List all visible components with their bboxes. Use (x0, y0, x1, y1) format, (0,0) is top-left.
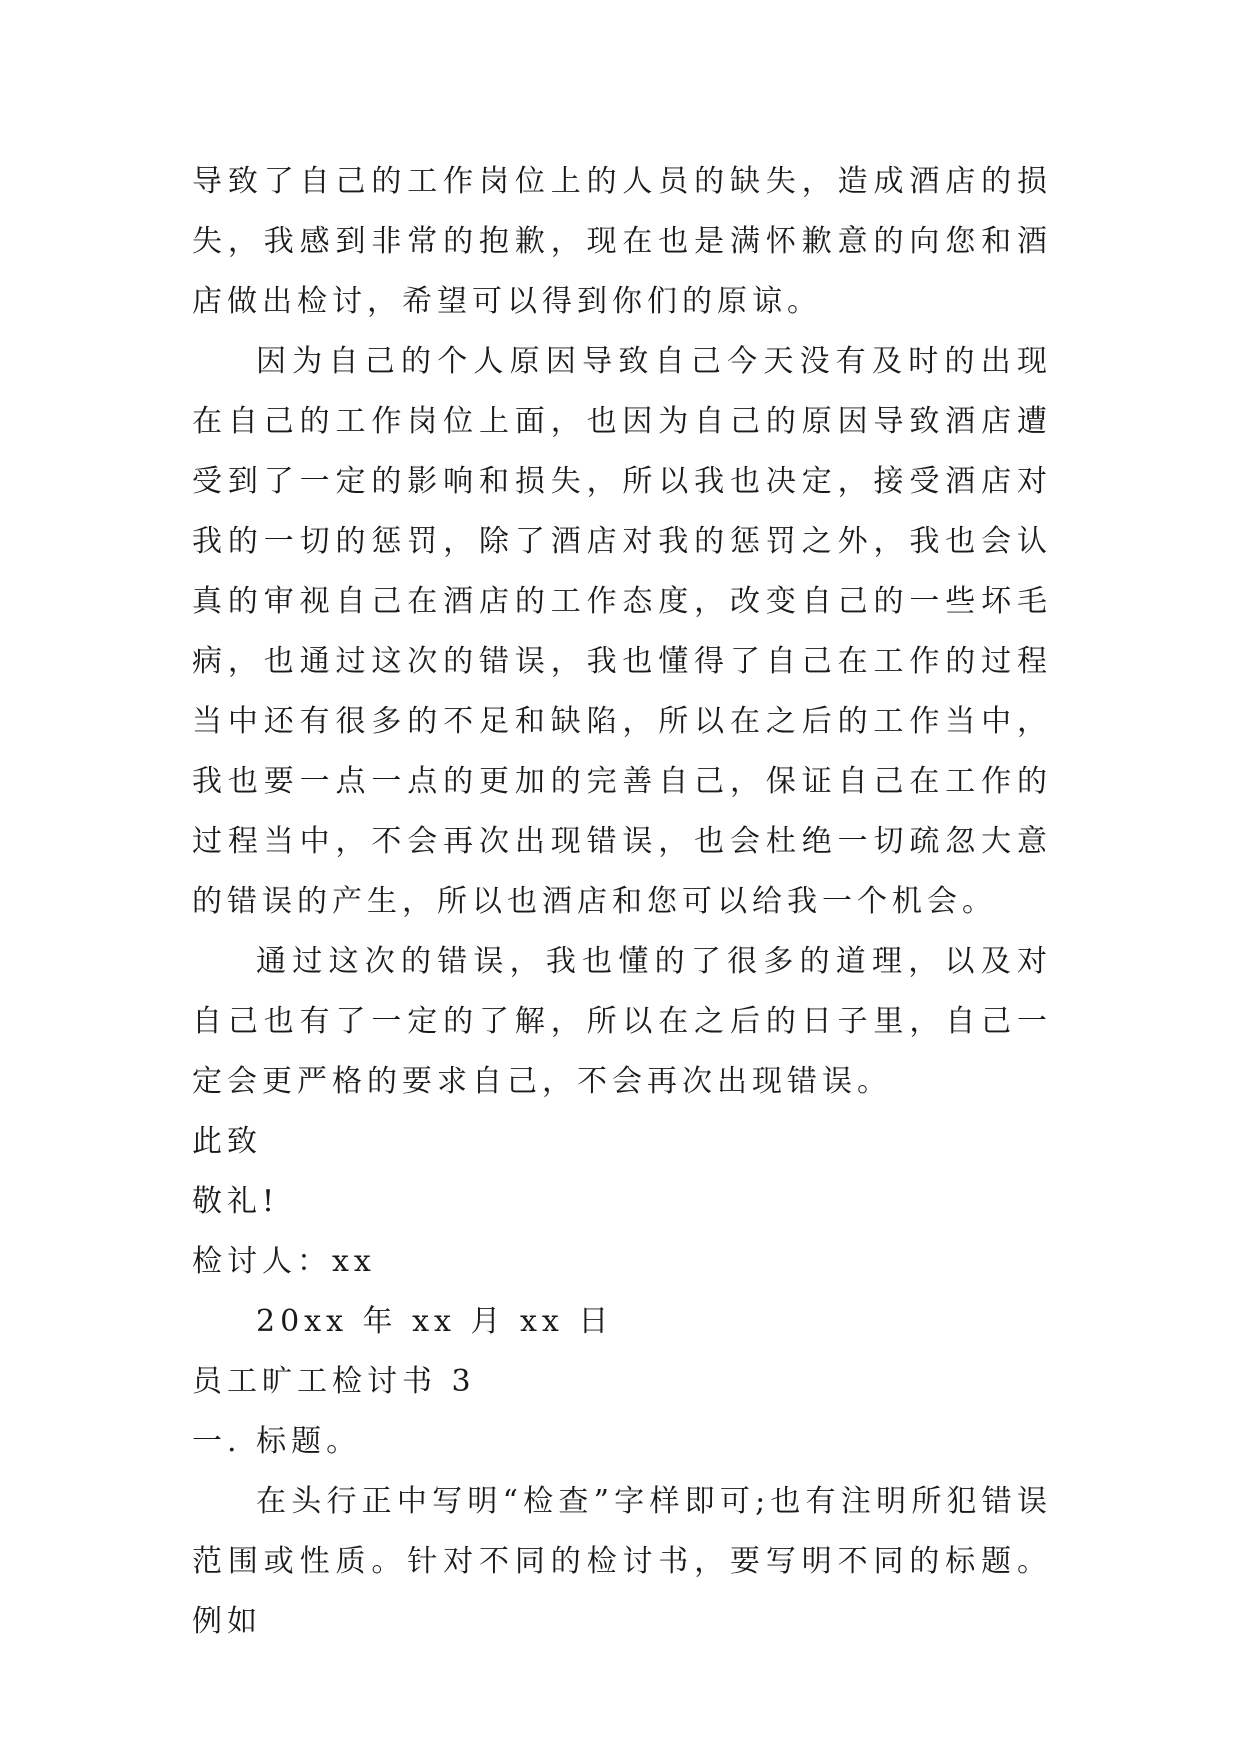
paragraph-continuation: 导致了自己的工作岗位上的人员的缺失，造成酒店的损失，我感到非常的抱歉，现在也是满怀歉意的向您和酒店做出检讨，希望可以得到你们的原谅。 (192, 164, 1052, 319)
paragraph-lesson: 通过这次的错误，我也懂的了很多的道理，以及对自己也有了一定的了解，所以在之后的日子里，自己一定会更严格的要求自己，不会再次出现错误。 (192, 944, 1052, 1099)
salute-text: 敬礼! (192, 1184, 280, 1219)
document-body (192, 152, 1052, 1652)
paragraph-reason: 因为自己的个人原因导致自己今天没有及时的出现在自己的工作岗位上面，也因为自己的原因导致酒店遭受到了一定的影响和损失，所以我也决定，接受酒店对我的一切的惩罚，除了酒店对我的惩罚之外，我也会认真的审视自己在酒店的工作态度，改变自己的一些坏毛病，也通过这次的错误，我也懂得了自己在工作的过程当中还有很多的不足和缺陷，所以在之后的工作当中，我也要一点一点的更加的完善自己，保证自己在工作的过程当中，不会再次出现错误，也会杜绝一切疏忽大意的错误的产生，所以也酒店和您可以给我一个机会。 (192, 344, 1052, 919)
section-paragraph: 在头行正中写明“检查”字样即可;也有注明所犯错误范围或性质。针对不同的检讨书，要写明不同的标题。例如 (192, 1484, 1052, 1639)
signer-line: 检讨人：xx (192, 1244, 376, 1279)
date-line: 20xx 年 xx 月 xx 日 (256, 1304, 614, 1339)
closing-text: 此致 (192, 1124, 262, 1159)
next-section-title: 员工旷工检讨书 3 (192, 1364, 476, 1399)
section-heading: 一. 标题。 (192, 1424, 362, 1459)
